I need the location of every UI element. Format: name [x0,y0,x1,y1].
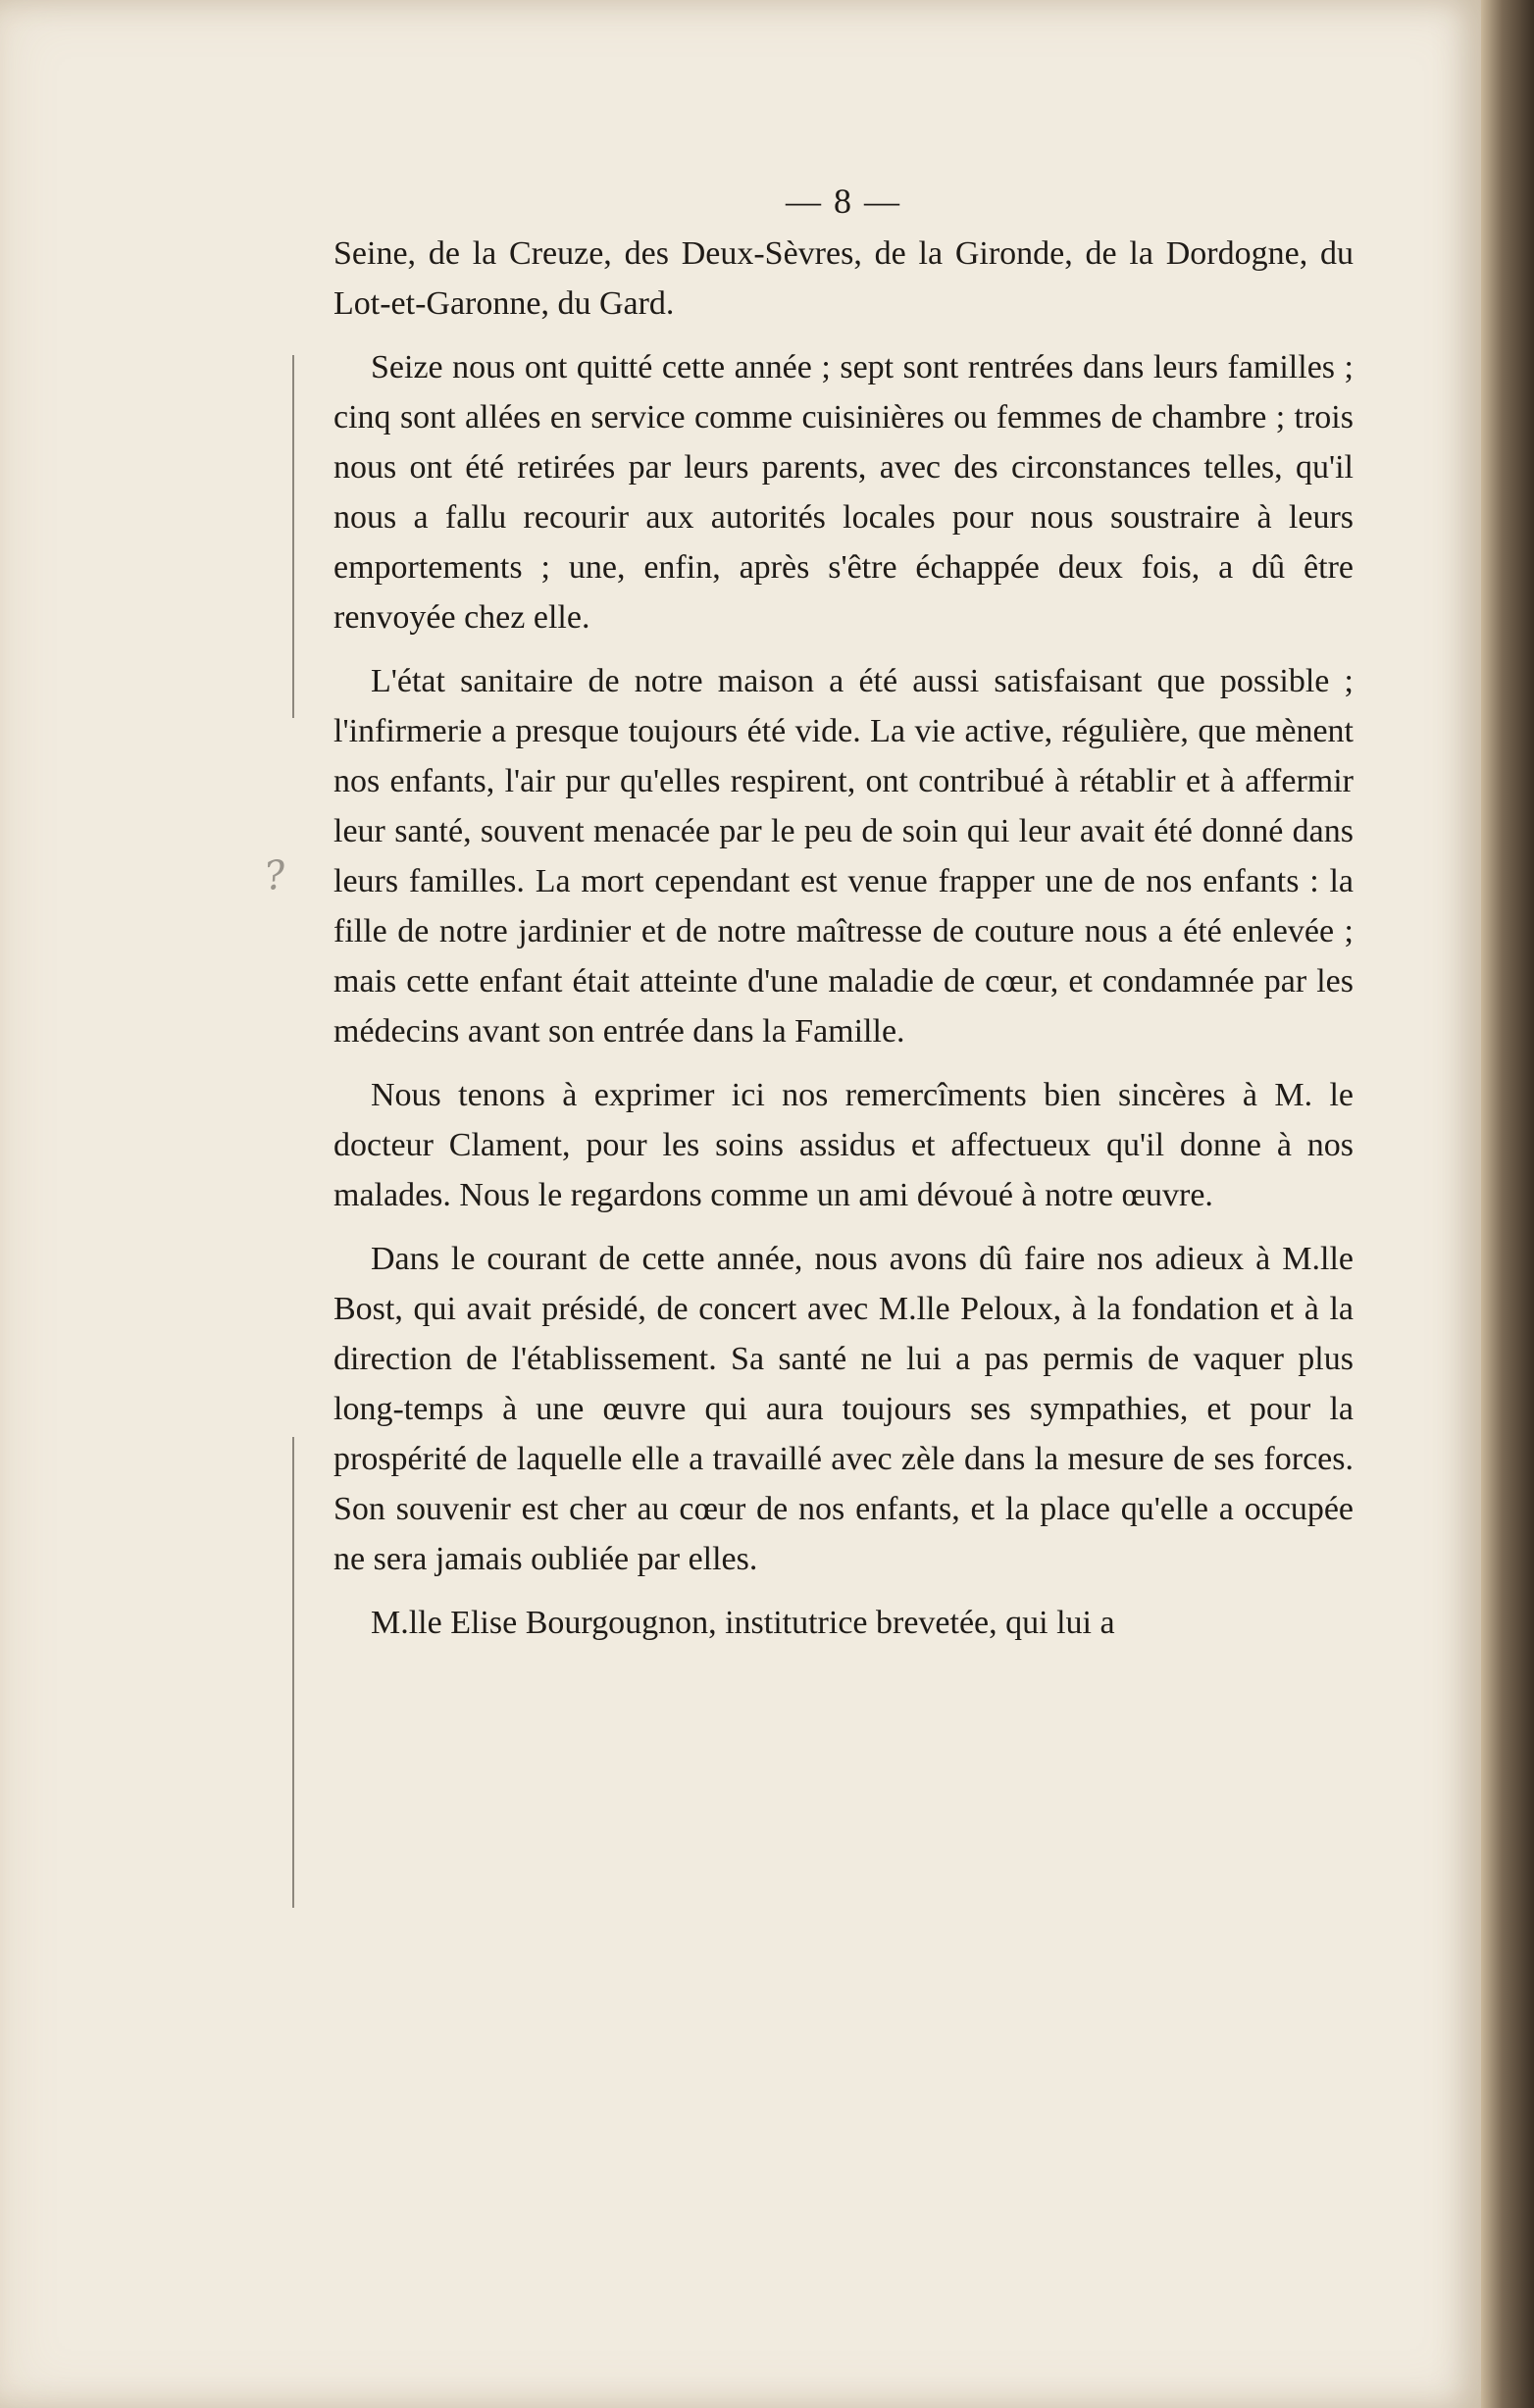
pencil-bracket-top [292,355,294,718]
paragraph-2: Seize nous ont quitté cette année ; sept sont rentrées dans leurs familles ; cinq sont allées en service comme cuisinières ou femmes de chambre ; trois nous ont été retirées par leurs parents, avec des circonstances telles, qu'il nous a fallu recourir aux autorités locales pour nous soustraire à leurs emportements ; une, enfin, après s'être échappée deux fois, a dû être renvoyée chez elle. [333,349,1354,636]
page-number: — 8 — [786,181,901,221]
paragraph-5: Dans le courant de cette année, nous avons dû faire nos adieux à M.lle Bost, qui avait présidé, de concert avec M.lle Peloux, à la fondation et à la direction de l'établissement. Sa santé ne lui a pas permis de vaquer plus long-temps à une œuvre qui aura toujours ses sympathies, et pour la prospérité de laquelle elle a travaillé avec zèle dans la mesure de ses forces. Son souvenir est cher au cœur de nos enfants, et la place qu'elle a occupée ne sera jamais oubliée par elles. [333,1241,1354,1577]
paragraph-3: L'état sanitaire de notre maison a été aussi satisfaisant que possible ; l'infirmerie a presque toujours été vide. La vie active, régulière, que mènent nos enfants, l'air pur qu'elles respirent, ont contribué à rétablir et à affermir leur santé, souvent menacée par le peu de soin qui leur avait été donné dans leurs familles. La mort cependant est venue frapper une de nos enfants : la fille de notre jardinier et de notre maîtresse de couture nous a été enlevée ; mais cette enfant était atteinte d'une maladie de cœur, et condamnée par les médecins avant son entrée dans la Famille. [333,663,1354,1050]
paragraph-4: Nous tenons à exprimer ici nos remercîments bien sincères à M. le docteur Clament, pour les soins assidus et affectueux qu'il donne à nos malades. Nous le regardons comme un ami dévoué à notre œuvre. [333,1077,1354,1213]
book-spine [1481,0,1534,2408]
text-block [333,177,1354,1648]
paragraph-1: Seine, de la Creuze, des Deux-Sèvres, de la Gironde, de la Dordogne, du Lot-et-Garonne, du Gard. [333,235,1354,322]
pencil-bracket-bottom [292,1437,294,1908]
paragraph-6: M.lle Elise Bourgougnon, institutrice brevetée, qui lui a [371,1605,1115,1641]
pencil-annotation-question: ? [261,851,290,900]
